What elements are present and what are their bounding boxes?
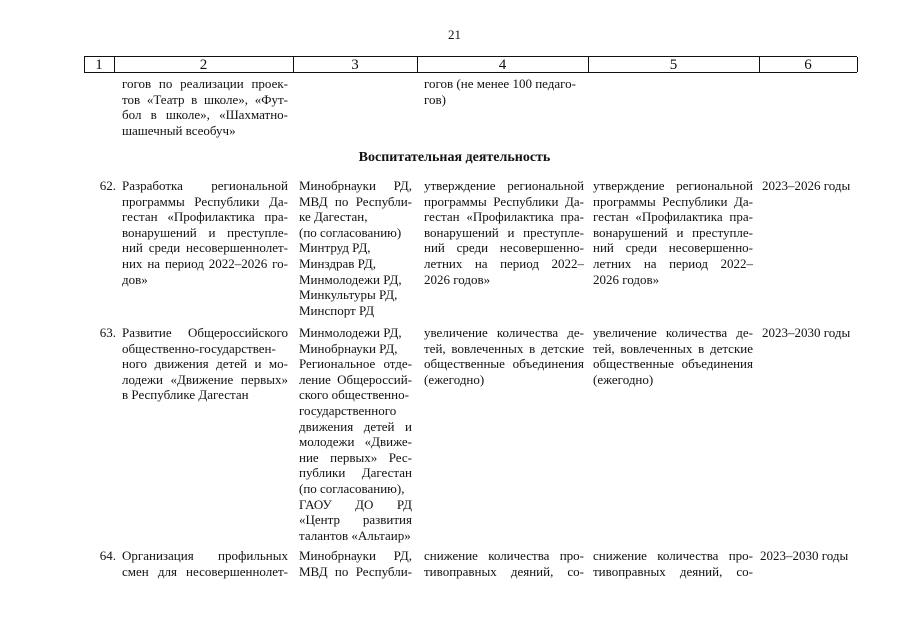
- row-indicator: [593, 178, 753, 287]
- text-line: публики Дагестан: [299, 465, 412, 481]
- text-line: общественно-государствен-: [122, 340, 276, 356]
- row-executors: [299, 325, 412, 543]
- text-line: ке Дагестан,: [299, 209, 368, 225]
- header-col-3: 3: [351, 57, 359, 73]
- text-line: 2026 годов»: [593, 271, 660, 287]
- row-executors: [299, 178, 412, 318]
- text-line: Минспорт РД: [299, 302, 375, 318]
- text-line: тов «Театр в школе», «Фут-: [122, 91, 288, 107]
- text-line: гогов по реализации проек-: [122, 76, 288, 91]
- text-line: (по согласованию),: [299, 480, 405, 496]
- row-result: [424, 325, 584, 387]
- text-line: 2026 годов»: [424, 271, 491, 287]
- header-col-6: 6: [804, 57, 812, 73]
- text-line: (ежегодно): [593, 371, 654, 387]
- row-executors: [299, 548, 412, 579]
- text-line: Минобрнауки РД,: [299, 548, 412, 563]
- text-line: в Республике Дагестан: [122, 387, 249, 403]
- text-line: ний среди несовершенно-: [593, 240, 753, 256]
- row-number: 63.: [99, 325, 116, 340]
- text-line: (по согласованию): [299, 224, 402, 240]
- continuation-measure: [122, 76, 288, 138]
- row-measure: [122, 325, 288, 403]
- text-line: увеличение количества де-: [424, 325, 584, 340]
- text-line: летних на период 2022–: [593, 255, 753, 271]
- text-line: ского общественно-: [299, 387, 409, 403]
- page-number: 21: [448, 27, 461, 42]
- text-line: вонарушений и преступле-: [424, 224, 584, 240]
- text-line: программы Республики Да-: [593, 193, 753, 209]
- text-line: Минобрнауки РД,: [299, 340, 398, 356]
- text-line: тивоправных деяний, со-: [593, 563, 753, 579]
- text-line: «Центр развития: [299, 512, 412, 528]
- header-col-5: 5: [669, 57, 678, 73]
- row-period: 2023–2026 годы: [762, 178, 851, 193]
- text-line: летних на период 2022–: [424, 255, 584, 271]
- text-line: тей, вовлеченных в детские: [593, 340, 753, 356]
- text-line: Минобрнауки РД,: [299, 178, 412, 193]
- header-divider: [857, 57, 858, 72]
- text-line: тивоправных деяний, со-: [424, 563, 584, 579]
- row-result: [424, 178, 584, 287]
- row-measure: [122, 548, 288, 579]
- text-line: Минкультуры РД,: [299, 287, 398, 303]
- header-col-1: 1: [95, 57, 103, 73]
- text-line: движения детей и: [299, 418, 412, 434]
- text-line: вонарушений и преступле-: [122, 224, 288, 240]
- text-line: ний среди несовершенно-: [424, 240, 584, 256]
- text-line: снижение количества про-: [424, 548, 584, 563]
- text-line: молодежи «Движе-: [299, 434, 412, 450]
- text-line: МВД по Республи-: [299, 193, 412, 209]
- row-indicator: [593, 548, 753, 579]
- header-col-2: 2: [199, 57, 208, 73]
- text-line: гестан «Профилактика пра-: [593, 209, 753, 225]
- text-line: тей, вовлеченных в детские: [424, 340, 584, 356]
- text-line: программы Республики Да-: [424, 193, 584, 209]
- row-indicator: [593, 325, 753, 387]
- text-line: Разработка региональной: [122, 178, 288, 193]
- text-line: бол в школе», «Шахматно-: [122, 107, 288, 123]
- text-line: Развитие Общероссийского: [122, 325, 288, 340]
- text-line: Минмолодежи РД,: [299, 325, 402, 340]
- text-line: общественные объединения: [593, 356, 753, 372]
- text-line: снижение количества про-: [593, 548, 753, 563]
- text-line: талантов «Альтаир»: [299, 527, 411, 543]
- text-line: Минтруд РД,: [299, 240, 371, 256]
- text-line: дов»: [122, 271, 148, 287]
- text-line: Минмолодежи РД,: [299, 271, 402, 287]
- text-line: утверждение региональной: [593, 178, 753, 193]
- text-line: гестан «Профилактика пра-: [424, 209, 584, 225]
- text-line: них на период 2022–2026 го-: [122, 255, 288, 271]
- text-line: Организация профильных: [122, 548, 288, 563]
- section-title: Воспитательная деятельность: [358, 150, 551, 165]
- text-line: гогов (не менее 100 педаго-: [424, 76, 576, 91]
- row-period: 2023–2030 годы: [760, 548, 849, 563]
- text-line: ного движения детей и мо-: [122, 356, 288, 372]
- text-line: ний среди несовершеннолет-: [122, 240, 288, 256]
- text-line: увеличение количества де-: [593, 325, 753, 340]
- text-line: общественные объединения: [424, 356, 584, 372]
- row-result: [424, 548, 584, 579]
- text-line: Региональное отде-: [299, 356, 412, 372]
- row-period: 2023–2030 годы: [762, 325, 851, 340]
- row-number: 62.: [99, 178, 116, 193]
- continuation-result: [424, 76, 584, 107]
- text-line: вонарушений и преступле-: [593, 224, 753, 240]
- text-line: шашечный всеобуч»: [122, 122, 236, 138]
- header-col-4: 4: [498, 57, 507, 73]
- text-line: программы Республики Да-: [122, 193, 288, 209]
- text-line: ГАОУ ДО РД: [299, 496, 412, 512]
- row-number: 64.: [99, 548, 116, 563]
- text-line: гов): [424, 91, 446, 107]
- text-line: лодежи «Движение первых»: [122, 371, 288, 387]
- row-measure: [122, 178, 288, 287]
- text-line: смен для несовершеннолет-: [122, 563, 288, 579]
- text-line: государственного: [299, 402, 397, 418]
- text-line: Минздрав РД,: [299, 255, 377, 271]
- text-line: утверждение региональной: [424, 178, 584, 193]
- text-line: ление Общероссий-: [299, 371, 412, 387]
- text-line: МВД по Республи-: [299, 563, 412, 579]
- text-line: ние первых» Рес-: [299, 449, 412, 465]
- text-line: (ежегодно): [424, 371, 485, 387]
- text-line: гестан «Профилактика пра-: [122, 209, 288, 225]
